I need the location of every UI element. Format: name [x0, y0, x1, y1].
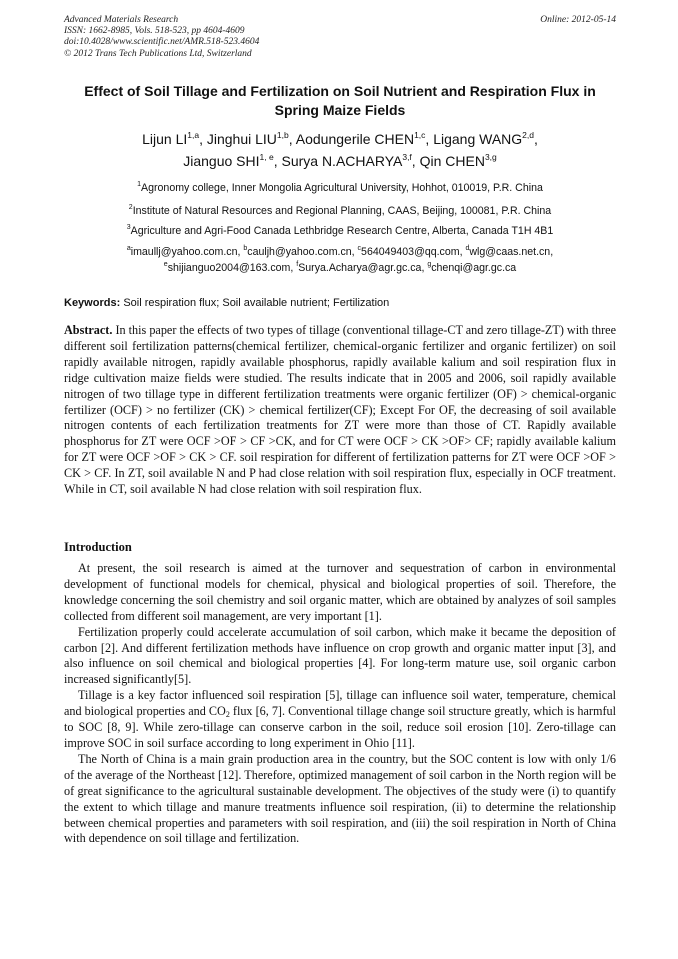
keywords-text: Soil respiration flux; Soil available nutrient; Fertilization [123, 297, 390, 309]
author: Aodungerile CHEN$^{1,c}$, [295, 130, 434, 147]
email[interactable]: $^a$imaullj@yahoo.com.cn, [126, 245, 244, 258]
email-list [64, 244, 616, 276]
keywords [64, 296, 616, 310]
email[interactable]: $^d$wlg@caas.net.cn, [465, 245, 554, 258]
online-date: Online: 2012-05-14 [540, 15, 616, 25]
copyright-line: © 2012 Trans Tech Publications Ltd, Switzerland [64, 48, 252, 59]
email[interactable]: $^g$chenqi@agr.gc.ca [427, 261, 517, 274]
author: Jianguo SHI$^{1, e}$, [183, 152, 282, 169]
affiliation-3: $^3$Agriculture and Agri-Food Canada Lethbridge Research Centre, Alberta, Canada T1H 4B1 [126, 224, 554, 237]
author: Surya N.ACHARYA$^{3,f}$, [281, 152, 420, 169]
author: Ligang WANG$^{2,d}$, [433, 130, 538, 147]
intro-paragraph-3: Tillage is a key factor influenced soil respiration [5], tillage can influence soil water, temperature, chemical and biological properties and $CO_2$ flux [6, 7]. Conventional tillage change soil structure greatly, which is harmful to SOC [8, 9]. While zero-tillage can conserve carbon in the soil, reduce soil erosion [10]. Zero-tillage can improve SOC in soil surface according to long experiment in Ohio [11]. [64, 688, 616, 750]
email[interactable]: $^b$cauljh@yahoo.com.cn, [243, 245, 358, 258]
abstract-text: In this paper the effects of two types of tillage (conventional tillage-CT and zero tillage-ZT) with three different soil fertilization patterns(chemical fertilizer, chemical-organic fertilizer and organic fertilizer) on soil rapidly available nitrogen, rapidly available phosphorus, rapidly available kalium and soil respiration flux in ridge cultivation maize fields were studied. The results indicate that in 2005 and 2006, soil rapidly available nitrogen of two tillage type in different fertilization treatments were organic fertilizer (OF) > chemical-organic fertilizer (OCF) > no fertilizer (CK) > chemical fertilizer(CF); Except For OF, the decreasing of soil available nitrogen contents of each fertilization treatments for ZT were more than those of CT. Rapidly available phosphorus for ZT were OCF >OF > CF >CK, and for CT were OCF > CK >OF> CF; rapidly available kalium for ZT were OCF >OF > CK > CF. soil respiration for different of fertilization patterns for ZT were OCF >OF > CK > CF. In ZT, soil available N and P had close relation with soil respiration flux, especially in OCF treatment. While in CT, soil available N had close relation with soil respiration flux. [64, 323, 617, 497]
email[interactable]: $^f$Surya.Acharya@agr.gc.ca, [296, 261, 428, 274]
paper-title: Effect of Soil Tillage and Fertilization on Soil Nutrient and Respiration Flux in Spring Maize Fields [84, 83, 596, 118]
journal-header [64, 15, 616, 60]
affiliation-1: $^1$Agronomy college, Inner Mongolia Agricultural University, Hohhot, 010019, P.R. China [137, 181, 543, 194]
keywords-label: Keywords: [64, 297, 121, 309]
intro-paragraph-2: Fertilization properly could accelerate accumulation of soil carbon, which make it became the deposition of carbon [2]. And different fertilization methods have influence on crop growth and organic matter input [3], and also influence on soil chemical and biological properties [4]. For long-term mature use, soil organic carbon increased significantly[5]. [64, 624, 616, 687]
email[interactable]: $^e$shijianguo2004@163.com, [163, 261, 297, 274]
author-list [64, 128, 616, 172]
introduction-body [64, 561, 616, 847]
issn-line: ISSN: 1662-8985, Vols. 518-523, pp 4604-4609 [64, 26, 245, 37]
intro-paragraph-1: At present, the soil research is aimed at the turnover and sequestration of carbon in environmental development of functional models for chemical, physical and biological properties of soil. Therefore, the knowledge concerning the soil chemistry and soil organic matter, which are obtained by analyzes of soil samples collected from different soil management, are very important [1]. [64, 561, 616, 623]
doi-line: doi:10.4028/www.scientific.net/AMR.518-523.4604 [64, 37, 260, 48]
abstract-label: Abstract. [64, 323, 113, 337]
author: Jinghui LIU$^{1,b}$, [206, 130, 296, 147]
author: Qin CHEN$^{3,g}$ [419, 152, 497, 169]
introduction-heading: Introduction [64, 540, 132, 554]
journal-name: Advanced Materials Research [64, 15, 179, 25]
email[interactable]: $^c$564049403@qq.com, [357, 245, 466, 258]
intro-paragraph-4: The North of China is a main grain production area in the country, but the SOC content is low with only 1/6 of the average of the Northeast [12]. Therefore, optimized management of soil carbon in the North region will be of great significance to the agricultural sustainable development. The objectives of the study were (i) to quantify the extent to which tillage and manure treatments influence soil respiration, (ii) to determine the relationship between chemical properties and parameters with soil respiration, and (iii) the soil respiration in North of China with dependence on soil tillage and fertilization. [64, 751, 616, 846]
author: Lijun LI$^{1,a}$, [142, 130, 207, 147]
affiliation-2: $^2$Institute of Natural Resources and Regional Planning, CAAS, Beijing, 100081, P.R. China [128, 204, 552, 217]
abstract [64, 323, 616, 498]
